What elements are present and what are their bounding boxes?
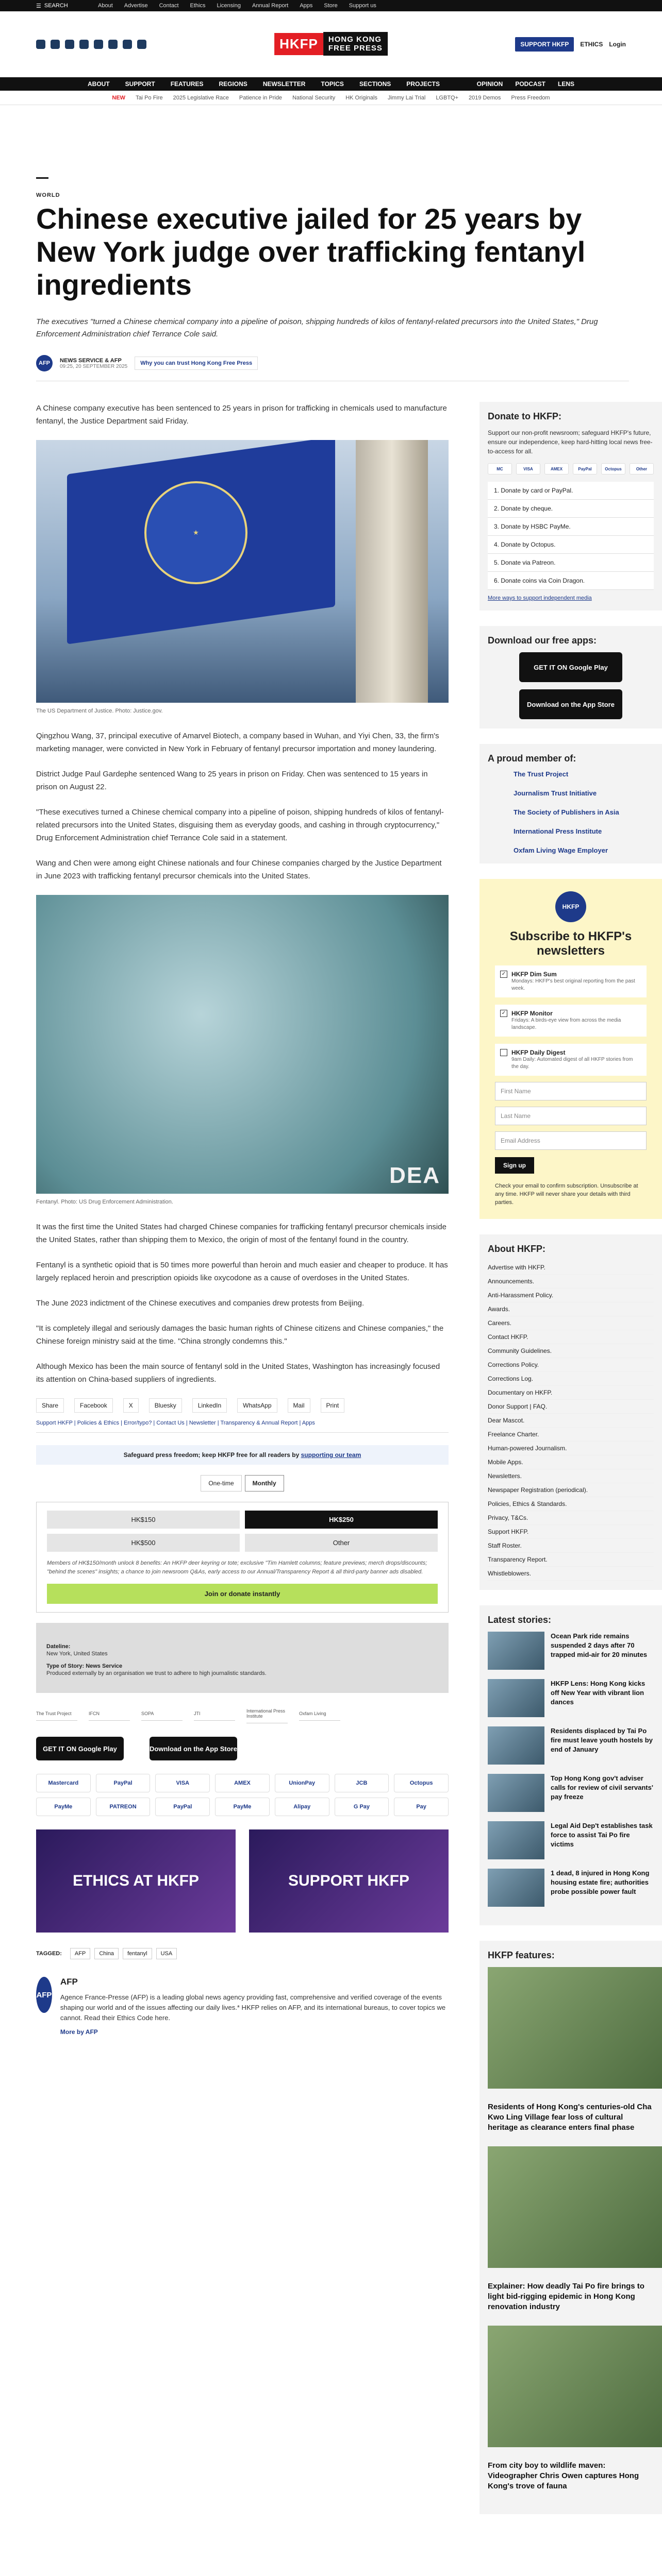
latest-story[interactable] [488, 1869, 654, 1907]
feature-story[interactable] [488, 2146, 654, 2312]
payment-logo[interactable]: G Pay [335, 1798, 389, 1816]
image-caption: The US Department of Justice. Photo: Justice.gov. [36, 708, 163, 714]
about-link[interactable]: Dear Mascot. [488, 1414, 654, 1428]
email-icon[interactable] [123, 40, 132, 49]
story-thumbnail[interactable] [488, 1774, 544, 1812]
promo-banners [36, 1829, 449, 1933]
header-actions [515, 37, 626, 52]
member-logo[interactable]: Oxfam Living Wage Employer [514, 846, 608, 854]
features-title: HKFP features: [488, 1950, 555, 1960]
payment-logo[interactable]: Mastercard [36, 1774, 91, 1792]
story-headline[interactable]: HKFP Lens: Hong Kong kicks off New Year with vibrant lion dances [551, 1680, 646, 1706]
ethics-link[interactable]: ETHICS [580, 40, 603, 48]
google-play-button[interactable]: GET IT ON Google Play [519, 652, 622, 682]
latest-story[interactable] [488, 1679, 654, 1717]
about-link[interactable]: Community Guidelines. [488, 1344, 654, 1358]
feature-thumbnail[interactable] [488, 2326, 662, 2447]
paragraph: "These executives turned a Chinese chemical company into a pipeline of poison, shipping hundreds of kilos of fentanyl-related precursors into the United States, disguising them as everyday goods, and cashing in through cryptocurrency," Drug Enforcement Administration chief Terrance Cole said in a statement. [36, 808, 444, 842]
more-ways-link[interactable]: More ways to support independent media [488, 595, 592, 601]
about-link[interactable]: Human-powered Journalism. [488, 1442, 654, 1455]
freq-monthly[interactable]: Monthly [245, 1475, 284, 1492]
member-logo[interactable]: Journalism Trust Initiative [514, 789, 597, 797]
last-name-field[interactable]: Last Name [495, 1107, 647, 1125]
paragraph: District Judge Paul Gardephe sentenced Wang to 25 years in prison on Friday. Chen was sentenced to 15 years in prison on August 22. [36, 770, 428, 791]
newsletter-option[interactable]: HKFP Daily Digest 9am Daily: Automated digest of all HKFP stories from the day. [495, 1044, 647, 1076]
latest-story[interactable] [488, 1632, 654, 1670]
donate-text: Support our non-profit newsroom; safeguard HKFP's future, ensure our independence, keep hard-hitting local news free-to-access for all. [488, 429, 653, 455]
threads-icon[interactable] [79, 40, 89, 49]
author-logo[interactable]: AFP [36, 1977, 52, 2013]
trending-link[interactable]: LGBTQ+ [436, 94, 459, 101]
utility-link[interactable]: Apps [300, 3, 313, 9]
newsletter-option[interactable]: ✓ HKFP Dim Sum Mondays: HKFP's best original reporting from the past week. [495, 965, 647, 997]
payment-logo[interactable]: PayMe [36, 1798, 91, 1816]
support-team-link[interactable]: supporting our team [301, 1451, 361, 1459]
google-play-button[interactable]: GET IT ON Google Play [36, 1737, 124, 1760]
payment-logo[interactable]: PayPal [155, 1798, 210, 1816]
trust-link[interactable]: Why you can trust Hong Kong Free Press [135, 357, 258, 370]
trending-link[interactable]: Patience in Pride [239, 94, 283, 101]
more-by-author-link[interactable]: More by AFP [60, 2028, 98, 2036]
latest-title: Latest stories: [488, 1615, 552, 1625]
trust-logo[interactable]: International Press Institute [246, 1704, 288, 1723]
trending-link[interactable]: Press Freedom [511, 94, 550, 101]
app-store-button[interactable]: Download on the App Store [519, 689, 622, 719]
feature-thumbnail[interactable] [488, 2146, 662, 2268]
menu-icon: ☰ [36, 3, 41, 9]
doj-seal-icon: ★ [144, 481, 247, 584]
apps-widget [479, 626, 662, 728]
nav-item[interactable]: REGIONS [219, 80, 247, 88]
share-whatsapp[interactable]: WhatsApp [237, 1398, 277, 1413]
trust-logo[interactable]: IFCN [89, 1707, 130, 1721]
payment-logo[interactable]: JCB [335, 1774, 389, 1792]
feature-headline[interactable]: Residents of Hong Kong's centuries-old Cha Kwo Ling Village fear loss of cultural heritage as clearance enters final phase [488, 2103, 652, 2132]
bluesky-icon[interactable] [94, 40, 103, 49]
card-logo: Octopus [601, 463, 625, 474]
divider [36, 177, 48, 179]
utility-link[interactable]: Store [324, 3, 338, 9]
share-bluesky[interactable]: Bluesky [149, 1398, 182, 1413]
story-thumbnail[interactable] [488, 1869, 544, 1907]
tag[interactable]: USA [156, 1948, 177, 1959]
donate-widget [479, 402, 662, 611]
about-link[interactable]: Careers. [488, 1316, 654, 1330]
story-headline[interactable]: 1 dead, 8 injured in Hong Kong housing estate fire; authorities probe possible power fault [551, 1869, 650, 1895]
card-logos [488, 463, 654, 474]
safeguard-banner: Safeguard press freedom; keep HKFP free for all readers by supporting our team [36, 1445, 449, 1465]
member-logo[interactable]: International Press Institute [514, 827, 602, 835]
ethics-banner[interactable]: ETHICS AT HKFP [36, 1829, 236, 1933]
nav-item[interactable]: PODCAST [515, 80, 545, 88]
payment-logo[interactable]: Octopus [394, 1774, 449, 1792]
x-icon[interactable] [51, 40, 60, 49]
login-link[interactable]: Login [609, 40, 626, 48]
payment-logo[interactable]: VISA [155, 1774, 210, 1792]
about-link[interactable]: Corrections Policy. [488, 1358, 654, 1372]
dateline-box [36, 1623, 449, 1693]
about-link[interactable]: Awards. [488, 1302, 654, 1316]
trending-link[interactable]: 2025 Legislative Race [173, 94, 229, 101]
feature-story[interactable] [488, 1967, 654, 2133]
member-logo[interactable]: The Society of Publishers in Asia [514, 808, 619, 816]
donate-option[interactable]: 6. Donate coins via Coin Dragon. [488, 572, 654, 590]
share-linkedin[interactable]: LinkedIn [192, 1398, 227, 1413]
trust-logo[interactable]: JTI [194, 1707, 235, 1721]
hkfp-logo: HKFP [555, 891, 586, 922]
utility-bar [0, 0, 662, 11]
site-header [0, 11, 662, 77]
trending-link[interactable]: National Security [292, 94, 336, 101]
card-logo: AMEX [544, 463, 569, 474]
paragraph: A Chinese company executive has been sentenced to 25 years in prison for trafficking in chemicals used to manufacture fentanyl, the Justice Department said Friday. [36, 404, 447, 426]
first-name-field[interactable]: First Name [495, 1082, 647, 1100]
utility-link[interactable]: Ethics [190, 3, 206, 9]
dateline-label: Dateline: [46, 1643, 71, 1650]
share-print[interactable]: Print [321, 1398, 345, 1413]
paragraph: Qingzhou Wang, 37, principal executive of Amarvel Biotech, a company based in Wuhan, and Yiyi Chen, 33, the firm's marketing manager, were convicted in New York in February of fentanyl precursor importation and money laundering. [36, 732, 439, 753]
about-link[interactable]: Newspaper Registration (periodical). [488, 1483, 654, 1497]
content-layout [0, 402, 662, 2530]
payment-methods [36, 1774, 449, 1816]
donation-frequency [36, 1475, 449, 1492]
payment-logo[interactable]: PATREON [96, 1798, 151, 1816]
feature-headline[interactable]: From city boy to wildlife maven: Videographer Chris Owen captures Hong Kong's trove of fauna [488, 2461, 639, 2490]
about-link[interactable]: Contact HKFP. [488, 1330, 654, 1344]
sidebar [479, 402, 662, 2530]
article-body [36, 402, 449, 2530]
member-logo[interactable]: The Trust Project [514, 770, 569, 778]
member-widget [479, 744, 662, 863]
article-dek: The executives "turned a Chinese chemical company into a pipeline of poison, shipping hundreds of kilos of fentanyl-related precursors into the United States," Drug Enforcement Administration chief Terrance Cole said. [36, 317, 598, 338]
main-nav [0, 77, 662, 91]
about-link[interactable]: Support HKFP. [488, 1525, 654, 1539]
tags-label: TAGGED: [36, 1951, 62, 1957]
nav-item[interactable]: ABOUT [88, 80, 110, 88]
site-logo[interactable]: HKFP HONG KONG FREE PRESS [274, 32, 388, 56]
column-shape [356, 440, 428, 703]
nav-item[interactable]: PROJECTS [406, 80, 440, 88]
byline[interactable]: NEWS SERVICE & AFP [60, 357, 122, 364]
search-button[interactable]: ☰ SEARCH [36, 3, 68, 9]
checkbox-checked-icon[interactable]: ✓ [500, 1010, 507, 1017]
utility-link[interactable]: About [98, 3, 113, 9]
about-link[interactable]: Staff Roster. [488, 1539, 654, 1553]
story-headline[interactable]: Top Hong Kong gov't adviser calls for review of civil servants' pay freeze [551, 1774, 653, 1801]
amount-option[interactable]: Other [245, 1534, 438, 1552]
checkbox-icon[interactable] [500, 1049, 507, 1056]
doj-flag-image [36, 440, 449, 703]
author-box [36, 1977, 449, 2036]
story-type-value: Produced externally by an organisation we trust to adhere to high journalistic standards. [46, 1670, 267, 1676]
donate-option[interactable]: 2. Donate by cheque. [488, 500, 654, 518]
latest-story[interactable] [488, 1821, 654, 1859]
paragraph: Although Mexico has been the main source of fentanyl sold in the United States, Washington has increasingly focused its attention on China-based suppliers of ingredients. [36, 1362, 440, 1384]
card-logo: VISA [516, 463, 540, 474]
amount-option[interactable]: HK$500 [47, 1534, 240, 1552]
support-button[interactable]: SUPPORT HKFP [515, 37, 574, 52]
donate-title: Donate to HKFP: [488, 411, 561, 421]
payment-logo[interactable]: Alipay [275, 1798, 329, 1816]
about-title: About HKFP: [488, 1244, 545, 1254]
freq-one-time[interactable]: One-time [201, 1475, 241, 1492]
donate-option[interactable]: 1. Donate by card or PayPal. [488, 482, 654, 500]
checkbox-checked-icon[interactable]: ✓ [500, 971, 507, 978]
trending-nav [0, 91, 662, 105]
donation-widget [36, 1502, 449, 1613]
paragraph: Wang and Chen were among eight Chinese nationals and four Chinese companies charged by the Justice Department in June 2023 with trafficking fentanyl precursor chemicals into the United States. [36, 859, 442, 880]
paragraph: The June 2023 indictment of the Chinese executives and companies drew protests from Beijing. [36, 1299, 365, 1308]
feature-story[interactable] [488, 2326, 654, 2492]
paragraph: Fentanyl is a synthetic opioid that is 50 times more powerful than heroin and much easier and cheaper to produce. It has largely replaced heroin and prescription opioids like oxycodone as a cause of overdoses in the United States. [36, 1261, 448, 1282]
story-headline[interactable]: Residents displaced by Tai Po fire must leave youth hostels by end of January [551, 1727, 653, 1753]
publish-date: 09:25, 20 SEPTEMBER 2025 [60, 363, 128, 369]
trust-logo[interactable]: The Trust Project [36, 1707, 77, 1721]
donate-option[interactable]: 3. Donate by HSBC PayMe. [488, 518, 654, 536]
dea-watermark: DEA [389, 1163, 440, 1188]
card-logo: Other [630, 463, 654, 474]
trending-link[interactable]: Tai Po Fire [136, 94, 163, 101]
app-store-button[interactable]: Download on the App Store [150, 1737, 237, 1760]
payment-logo[interactable]: Pay [394, 1798, 449, 1816]
dateline-value: New York, United States [46, 1651, 108, 1657]
donation-note: Members of HK$150/month unlock 8 benefits: An HKFP deer keyring or tote; exclusive "Tim Hamlett columns; feature previews; merch drops/discounts; "behind the scenes" insights; a chance to join newsroom Q&As, early access to our Annual/Transparency Report & all third-party banner ads disabled. [47, 1560, 427, 1575]
payment-logo[interactable]: PayMe [215, 1798, 270, 1816]
newsletter-widget [479, 879, 662, 1219]
tag[interactable]: AFP [70, 1948, 90, 1959]
author-bio: Agence France-Presse (AFP) is a leading global news agency providing fast, comprehensive and verified coverage of the events shaping our world and of the issues affecting our daily lives.* HKFP relies on AFP, and its international bureaus, to cover topics we cannot. Read their Ethics Code here. [60, 1993, 446, 2022]
about-link[interactable]: Mobile Apps. [488, 1455, 654, 1469]
utility-link[interactable]: Licensing [217, 3, 241, 9]
utility-links [98, 3, 376, 9]
about-link[interactable]: Freelance Charter. [488, 1428, 654, 1442]
about-link[interactable]: Advertise with HKFP. [488, 1261, 654, 1275]
utility-link[interactable]: Advertise [124, 3, 148, 9]
social-links [36, 40, 146, 49]
about-link[interactable]: Whistleblowers. [488, 1567, 654, 1581]
story-headline[interactable]: Ocean Park ride remains suspended 2 days after 70 trapped mid-air for 20 minutes [551, 1632, 648, 1658]
about-link[interactable]: Policies, Ethics & Standards. [488, 1497, 654, 1511]
article-footer-links[interactable]: Support HKFP | Policies & Ethics | Error/typo? | Contact Us | Newsletter | Transparency & Annual Report | Apps [36, 1420, 449, 1433]
apps-title: Download our free apps: [488, 635, 597, 646]
paragraph: "It is completely illegal and seriously damages the basic human rights of Chinese citizens and Chinese companies," the Chinese foreign ministry said at the time. "China strongly condemns this." [36, 1324, 444, 1346]
about-link[interactable]: Privacy, T&Cs. [488, 1511, 654, 1525]
donate-option[interactable]: 4. Donate by Octopus. [488, 536, 654, 554]
latest-widget [479, 1605, 662, 1925]
donate-options [488, 482, 654, 590]
author-name[interactable]: AFP [60, 1977, 78, 1987]
author-avatar: AFP [36, 355, 53, 371]
nav-item[interactable]: SECTIONS [359, 80, 391, 88]
nav-item[interactable]: OPINION [476, 80, 503, 88]
nav-item[interactable]: SUPPORT [125, 80, 155, 88]
donate-option[interactable]: 5. Donate via Patreon. [488, 554, 654, 572]
story-type-label: Type of Story: News Service [46, 1663, 123, 1669]
about-link[interactable]: Newsletters. [488, 1469, 654, 1483]
payment-logo[interactable]: AMEX [215, 1774, 270, 1792]
tag[interactable]: fentanyl [123, 1948, 152, 1959]
article-meta [36, 355, 629, 381]
newsletter-option[interactable]: ✓ HKFP Monitor Fridays: A birds-eye view from across the media landscape. [495, 1005, 647, 1037]
about-widget [479, 1234, 662, 1590]
tag[interactable]: China [94, 1948, 119, 1959]
story-thumbnail[interactable] [488, 1726, 544, 1765]
story-headline[interactable]: Legal Aid Dep't establishes task force to assist Tai Po fire victims [551, 1822, 653, 1848]
share-facebook[interactable]: Facebook [74, 1398, 113, 1413]
latest-story[interactable] [488, 1726, 654, 1765]
newsletter-title: Subscribe to HKFP's newsletters [509, 929, 632, 958]
facebook-icon[interactable] [36, 40, 45, 49]
member-title: A proud member of: [488, 753, 576, 764]
email-field[interactable]: Email Address [495, 1131, 647, 1150]
trending-link[interactable]: HK Originals [345, 94, 377, 101]
trust-logos [36, 1704, 449, 1723]
article-title: Chinese executive jailed for 25 years by New York judge over trafficking fentanyl ingredients [36, 202, 586, 301]
amount-option[interactable]: HK$250 [245, 1511, 438, 1529]
utility-link[interactable]: Annual Report [252, 3, 289, 9]
new-badge: NEW [112, 94, 126, 101]
support-banner[interactable]: SUPPORT HKFP [249, 1829, 449, 1933]
payment-logo[interactable]: UnionPay [275, 1774, 329, 1792]
article-header [0, 177, 662, 381]
trending-link[interactable]: 2019 Demos [469, 94, 501, 101]
youtube-icon[interactable] [108, 40, 118, 49]
signup-button[interactable]: Sign up [495, 1157, 534, 1174]
feature-thumbnail[interactable] [488, 1967, 662, 2089]
about-link[interactable]: Corrections Log. [488, 1372, 654, 1386]
join-button[interactable]: Join or donate instantly [47, 1584, 438, 1604]
card-logo: PayPal [573, 463, 597, 474]
image-caption: Fentanyl. Photo: US Drug Enforcement Administration. [36, 1199, 173, 1205]
story-thumbnail[interactable] [488, 1821, 544, 1859]
card-logo: MC [488, 463, 512, 474]
amount-option[interactable]: HK$150 [47, 1511, 240, 1529]
trending-link[interactable]: Jimmy Lai Trial [387, 94, 426, 101]
about-link[interactable]: Donor Support | FAQ. [488, 1400, 654, 1414]
fentanyl-pills-image [36, 895, 449, 1194]
nav-item[interactable]: FEATURES [170, 80, 204, 88]
paragraph: It was the first time the United States had charged Chinese companies for trafficking fentanyl precursor chemicals inside the United States, rather than shipping them to Mexico, the origin of most of the fentanyl found in the country. [36, 1223, 446, 1244]
tag-list [36, 1948, 449, 1959]
share-button[interactable]: Share [36, 1398, 64, 1413]
nav-item[interactable]: TOPICS [321, 80, 344, 88]
section-label[interactable]: WORLD [36, 192, 60, 198]
features-widget [479, 1941, 662, 2514]
trust-logo[interactable]: SOPA [141, 1707, 183, 1721]
about-link[interactable]: Transparency Report. [488, 1553, 654, 1567]
story-thumbnail[interactable] [488, 1632, 544, 1670]
about-link[interactable]: Announcements. [488, 1275, 654, 1289]
about-link[interactable]: Anti-Harassment Policy. [488, 1289, 654, 1302]
share-mail[interactable]: Mail [288, 1398, 310, 1413]
instagram-icon[interactable] [65, 40, 74, 49]
about-link[interactable]: Documentary on HKFP. [488, 1386, 654, 1400]
utility-link[interactable]: Contact [159, 3, 179, 9]
payment-logo[interactable]: PayPal [96, 1774, 151, 1792]
amount-options [47, 1511, 438, 1552]
share-bar [36, 1398, 449, 1413]
rss-icon[interactable] [137, 40, 146, 49]
app-download-row [36, 1737, 449, 1760]
latest-story[interactable] [488, 1774, 654, 1812]
nav-item[interactable]: LENS [557, 80, 574, 88]
newsletter-note: Check your email to confirm subscription. Unsubscribe at any time. HKFP will never share your details with third parties. [495, 1183, 638, 1206]
utility-link[interactable]: Support us [349, 3, 376, 9]
trust-logo[interactable]: Oxfam Living [299, 1707, 340, 1721]
share-x[interactable]: X [123, 1398, 139, 1413]
story-thumbnail[interactable] [488, 1679, 544, 1717]
feature-headline[interactable]: Explainer: How deadly Tai Po fire brings to light bid-rigging epidemic in Hong Kong renovation industry [488, 2282, 644, 2311]
nav-item[interactable]: NEWSLETTER [262, 80, 306, 88]
